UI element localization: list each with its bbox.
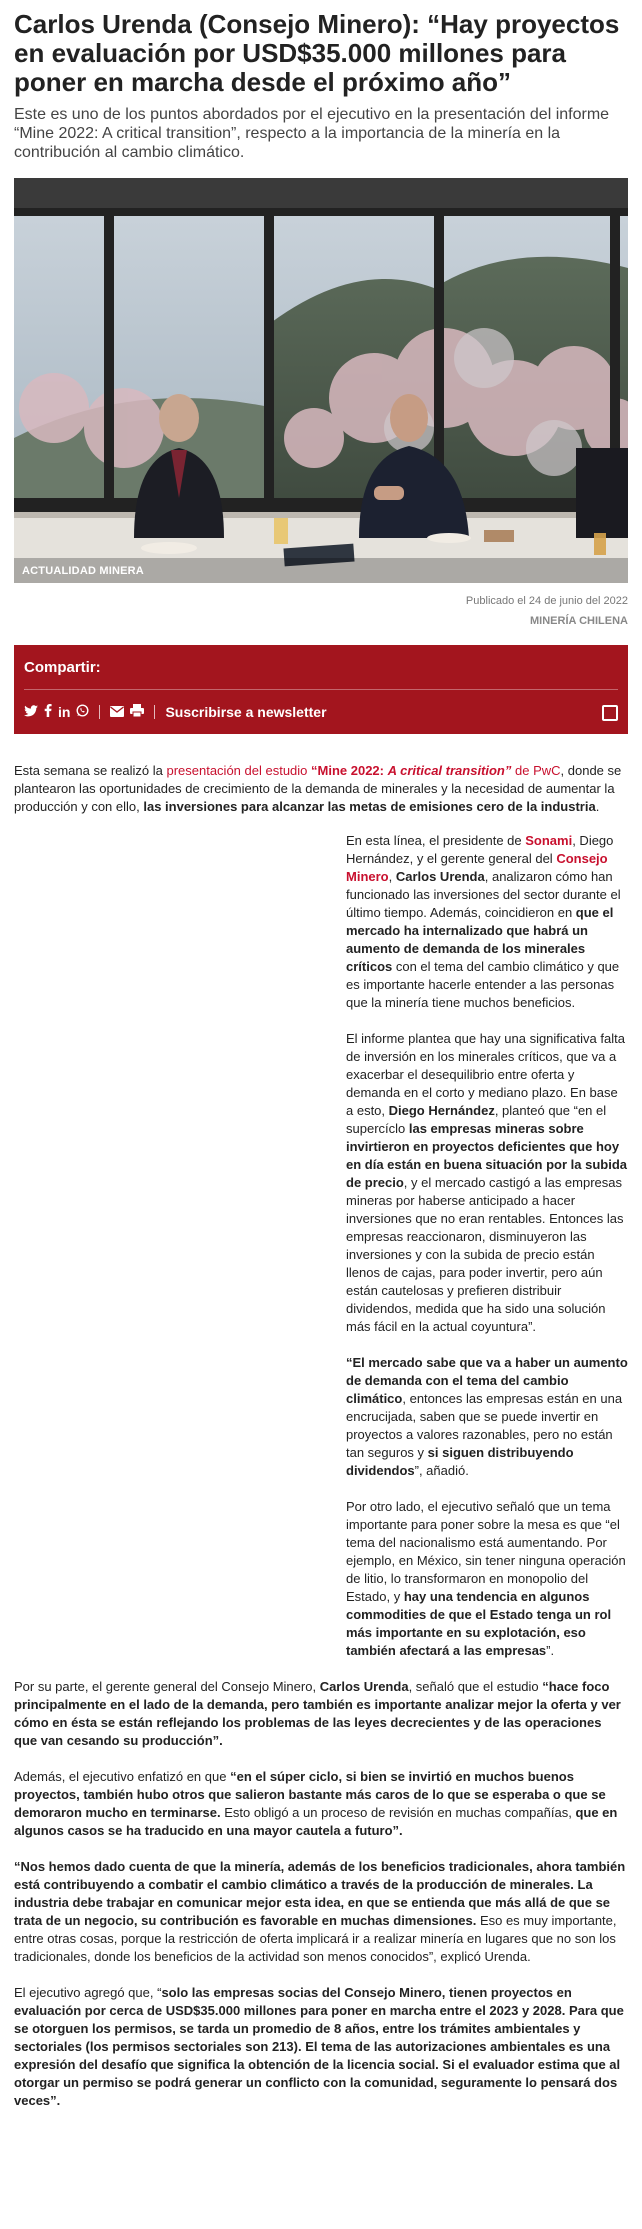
- text: Esto obligó a un proceso de revisión en muchas compañías,: [220, 1805, 576, 1820]
- sonami-link[interactable]: Sonami: [525, 833, 573, 848]
- hero-photo: [14, 178, 628, 583]
- text: ”.: [546, 1643, 555, 1658]
- text: que en algunos casos se ha traducido en una mayor cautela a futuro”.: [14, 1805, 618, 1838]
- article-title: Carlos Urenda (Consejo Minero): “Hay proyectos en evaluación por USD$35.000 millones para poner en marcha desde el próximo año”: [14, 9, 620, 97]
- twitter-icon[interactable]: [24, 704, 38, 720]
- text: “hace foco principalmente en el lado de la demanda, pero también es importante analizar mejor la oferta y ver cómo en ésta se están reflejando los problemas de las leyes decrecientes y de las operaciones que van cesando su producción”.: [14, 1679, 621, 1748]
- share-bar: [14, 645, 628, 734]
- paragraph: [14, 1678, 628, 1750]
- text: solo las empresas socias del Consejo Minero, tienen proyectos en evaluación por cerca de USD$35.000 millones para poner en marcha entre el 2023 y 2028. Para que se otorguen los permisos, se tarda un promedio de 8 años, entre los trámites ambientales y sectoriales (los permisos sectoriales son 213). El tema de las autorizaciones ambientales es una expresión del desafío que significa la obtención de la licencia social. Si el evaluador estima que al otorgar un permiso se podrá generar un conflicto con la comunidad, seguramente lo pensará dos veces”.: [14, 1985, 624, 2108]
- right-column: [346, 832, 628, 1660]
- text: hay una tendencia en algunos commodities de que el Estado tenga un rol más importante en su explotación, eso también afectará a las empresas: [346, 1589, 612, 1658]
- text: , donde se plantearon las oportunidades de crecimiento de la demanda de minerales y la necesidad de aumentar la producción y con ello,: [14, 763, 622, 814]
- share-separator: [154, 705, 155, 719]
- text: Por su parte, el gerente general del Consejo Minero,: [14, 1679, 320, 1694]
- share-divider: [24, 689, 618, 690]
- text: “Mine 2022:: [311, 763, 388, 778]
- text: presentación del estudio: [166, 763, 312, 778]
- text: ,: [388, 869, 396, 884]
- text: El informe plantea que hay una significativa falta de inversión en los minerales críticos, que va a exacerbar el desequilibrio entre oferta y demanda en el corto y mediano plazo. En base a esto,: [346, 1031, 625, 1118]
- section-link[interactable]: MINERÍA CHILENA: [530, 615, 628, 627]
- text: Diego Hernández: [388, 1103, 495, 1118]
- article-subtitle: Este es uno de los puntos abordados por el ejecutivo en la presentación del informe “Mine 2022: A critical transition”, respecto a la importancia de la minería en la contribución al cambio climático.: [14, 106, 610, 161]
- paragraph: [14, 1858, 628, 1966]
- text: de PwC: [511, 763, 561, 778]
- whatsapp-icon[interactable]: [76, 704, 89, 720]
- text: A critical transition”: [387, 763, 512, 778]
- share-separator: [99, 705, 100, 719]
- text: ”, añadió.: [414, 1463, 469, 1478]
- rss-icon[interactable]: [602, 705, 618, 721]
- facebook-icon[interactable]: [44, 704, 52, 720]
- text: , analizaron cómo han funcionado las inversiones del sector durante el último tiempo. Además, coincidieron en: [346, 869, 621, 920]
- paragraph: [14, 1984, 628, 2110]
- article-meta: [14, 591, 628, 631]
- text: Además, el ejecutivo enfatizó en que: [14, 1769, 231, 1784]
- paragraph: [14, 1768, 628, 1840]
- text: Carlos Urenda: [395, 869, 485, 884]
- text: que el mercado ha internalizado que habrá un aumento de demanda de los minerales críticos: [346, 905, 614, 974]
- text: , señaló que el estudio: [408, 1679, 543, 1694]
- text: “Nos hemos dado cuenta de que la minería, además de los beneficios tradicionales, ahora también está contribuyendo a combatir el cambio climático a través de la producción de minerales. La industria debe trabajar en comunicar mejor esta idea, en que se entienda que más allá de que se trata de un negocio, su contribución es favorable en muchas dimensiones.: [14, 1859, 626, 1928]
- image-credit: ACTUALIDAD MINERA: [22, 565, 144, 577]
- text: Por otro lado, el ejecutivo señaló que un tema importante para poner sobre la mesa es que “el tema del nacionalismo está aumentando. Por ejemplo, en México, sin tener ninguna operación de litio, lo transformaron en monopolio del Estado, y: [346, 1499, 626, 1604]
- text: las empresas mineras sobre invirtieron en proyectos deficientes que hoy en día están en buena situación por la subida de precio: [346, 1121, 628, 1190]
- text: , Diego Hernández, y el gerente general del: [346, 833, 614, 866]
- paragraph: [346, 1030, 628, 1336]
- consejo-minero-link[interactable]: Consejo Minero: [346, 851, 608, 884]
- paragraph: [346, 1498, 628, 1660]
- paragraph-intro: [14, 762, 628, 816]
- article-hero-image: [14, 178, 628, 583]
- text: Carlos Urenda: [319, 1679, 409, 1694]
- published-date: Publicado el 24 de junio del 2022: [465, 595, 628, 607]
- text: , entonces las empresas están en una encrucijada, saben que se puede invertir en proyectos a valores razonables, pero no están tan seguros y: [346, 1391, 623, 1460]
- text: si siguen distribuyendo dividendos: [346, 1445, 574, 1478]
- text: Esta semana se realizó la: [14, 763, 167, 778]
- share-icons: [24, 704, 327, 720]
- text: las inversiones para alcanzar las metas de emisiones cero de la industria: [143, 799, 596, 814]
- newsletter-link[interactable]: Suscribirse a newsletter: [165, 704, 327, 720]
- text: Eso es muy importante, entre otras cosas, porque la restricción de oferta implicará ir a realizar minería en lugares que no son los tradicionales, donde los beneficios de la actividad son menos conocidos”, explicó Urenda.: [14, 1913, 617, 1964]
- share-label: Compartir:: [24, 659, 101, 676]
- text: “en el súper ciclo, si bien se invirtió en muchos buenos proyectos, también hubo otros que salieron bastante más caros de lo que se esperaba o que se demoraron mucho en terminarse.: [14, 1769, 606, 1820]
- study-link[interactable]: [166, 763, 560, 778]
- text: El ejecutivo agregó que, “: [14, 1985, 162, 2000]
- text: , y el mercado castigó a las empresas mineras por haberse anticipado a hacer inversiones que no eran rentables. Entonces las empresas reaccionaron, disminuyeron las inversiones y con la subida de precio están llenos de cajas, para poder invertir, pero aún están cautelosas y prefieren distribuir dividendos, medida que ha sido una solución más fácil en la actual coyuntura”.: [346, 1175, 624, 1334]
- text: En esta línea, el presidente de: [346, 833, 526, 848]
- text: , planteó que “en el supercíclo: [346, 1103, 607, 1136]
- print-icon[interactable]: [130, 704, 144, 720]
- linkedin-icon[interactable]: in: [58, 704, 71, 720]
- text: .: [595, 799, 600, 814]
- paragraph: [346, 832, 628, 1012]
- paragraph: [346, 1354, 628, 1480]
- text: “El mercado sabe que va a haber un aumento de demanda con el tema del cambio climático: [346, 1355, 628, 1406]
- text: con el tema del cambio climático y que es importante hacerle entender a las personas que la minería tiene muchos beneficios.: [346, 959, 620, 1010]
- article-body: [14, 762, 628, 2110]
- email-icon[interactable]: [110, 704, 124, 720]
